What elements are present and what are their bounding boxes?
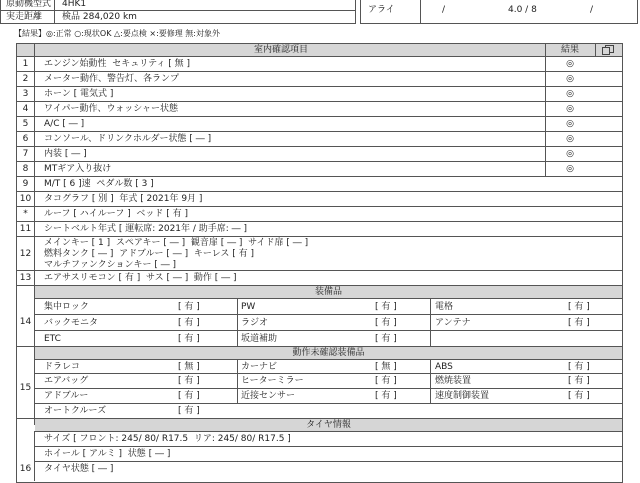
equip-radio: ラジオ: [241, 318, 269, 328]
equip-auto-cruise: オートクルーズ: [44, 406, 107, 416]
air-suspension-info: エアサスリモコン [ 有 ] サス [ ― ] 動作 [ ― ]: [44, 273, 237, 283]
result-mark: ◎: [566, 119, 574, 129]
distance-value: 検品 284,020 km: [62, 12, 137, 22]
equip-antenna: アンテナ: [435, 318, 471, 328]
equip-speed-limiter: 速度制御装置: [435, 391, 490, 401]
equip-value: [ 有 ]: [375, 318, 397, 328]
row-number: 15: [19, 383, 32, 393]
row-number: 6: [22, 134, 29, 144]
check-item-horn: ホーン [ 電気式 ]: [44, 89, 114, 99]
check-item-wiper: ワイパー動作、ウォッシャー状態: [44, 104, 179, 114]
result-mark: ◎: [566, 89, 574, 99]
equip-power-mirror: 電格: [435, 302, 454, 312]
row-number: 8: [22, 164, 29, 174]
check-item-interior: 内装 [ ― ]: [44, 149, 87, 159]
row-number: 16: [19, 464, 32, 474]
row-number: 12: [19, 249, 32, 259]
equip-value: [ 有 ]: [568, 318, 590, 328]
check-item-meter: メーター動作、警告灯、各ランプ: [44, 74, 180, 84]
tachograph-info: タコグラフ [ 別 ] 年式 [ 2021年 9月 ]: [44, 194, 203, 204]
alignment-slash: /: [590, 5, 594, 15]
alignment-slash: /: [442, 5, 446, 15]
row-number: 14: [19, 317, 32, 327]
equip-hill-assist: 坂道補助: [241, 334, 278, 344]
equip-heater-mirror: ヒーターミラー: [241, 376, 304, 386]
check-item-ac: A/C [ ― ]: [44, 119, 85, 129]
equip-car-navi: カーナビ: [241, 362, 278, 372]
equip-value: [ 有 ]: [178, 406, 200, 416]
row-number: 9: [22, 179, 29, 189]
equip-central-lock: 集中ロック: [44, 302, 89, 312]
result-mark: ◎: [566, 104, 574, 114]
result-mark: ◎: [566, 74, 574, 84]
equip-value: [ 有 ]: [568, 376, 590, 386]
unchecked-equipment-title: 動作未確認装備品: [292, 348, 365, 358]
alignment-table: [360, 0, 638, 24]
key-info-line3: マルチファンクションキー [ ― ]: [44, 260, 177, 270]
alignment-value: 4.0 / 8: [508, 5, 537, 15]
transmission-info: M/T [ 6 ]速 ペダル数 [ 3 ]: [44, 179, 154, 189]
check-item-engine-start: エンジン始動性 セキュリティ [ 無 ]: [44, 59, 190, 69]
equip-value: [ 有 ]: [178, 302, 200, 312]
row-number: 7: [22, 149, 29, 159]
equip-value: [ 有 ]: [568, 391, 590, 401]
equip-value: [ 無 ]: [178, 362, 200, 372]
key-info-line2: 燃料タンク [ ― ] アドブルー [ ― ] キーレス [ 有 ]: [44, 249, 254, 259]
model-value: 4HK1: [62, 0, 87, 9]
row-number: 13: [19, 273, 32, 283]
model-label: 原動機型式: [6, 0, 52, 9]
row-number: *: [23, 209, 28, 219]
interior-check-title: 室内確認項目: [253, 45, 308, 55]
result-legend: 【結果】◎:正常 ○:現状OK △:要点検 ×:要修理 無:対象外: [14, 29, 221, 38]
equip-value: [ 有 ]: [178, 318, 200, 328]
equip-back-monitor: バックモニタ: [44, 318, 99, 328]
equip-proximity-sensor: 近接センサー: [241, 391, 296, 401]
equip-value: [ 無 ]: [375, 362, 397, 372]
tire-size: サイズ [ フロント: 245/ 80/ R17.5 リア: 245/ 80/ R17.5 ]: [44, 434, 291, 444]
row-number: 2: [22, 74, 29, 84]
equip-value: [ 有 ]: [178, 376, 200, 386]
equip-etc: ETC: [44, 334, 61, 344]
row-number: 5: [22, 119, 29, 129]
roof-info: ルーフ [ ハイルーフ ] ベッド [ 有 ]: [44, 209, 189, 219]
equip-value: [ 有 ]: [178, 334, 200, 344]
seatbelt-info: シートベルト年式 [ 運転席: 2021年 / 助手席: ― ]: [44, 224, 248, 234]
row-number: 4: [22, 104, 29, 114]
result-mark: ◎: [566, 134, 574, 144]
result-header: 結果: [560, 45, 579, 55]
alignment-label: アライ: [368, 5, 395, 15]
equip-power-window: PW: [241, 302, 256, 312]
result-mark: ◎: [566, 59, 574, 69]
copy-icon[interactable]: [601, 44, 615, 56]
row-number: 10: [19, 194, 32, 204]
row-number: 1: [22, 59, 29, 69]
key-info-line1: メインキー [ 1 ] スペアキー [ ― ] 観音扉 [ ― ] サイド扉 [ ― ]: [44, 238, 309, 248]
result-mark: ◎: [566, 164, 574, 174]
equip-dashcam: ドラレコ: [44, 362, 81, 372]
check-item-console: コンソール、ドリンクホルダー状態 [ ― ]: [44, 134, 212, 144]
equip-combustion-device: 燃焼装置: [435, 376, 472, 386]
wheel-info: ホイール [ アルミ ] 状態 [ ― ]: [44, 449, 171, 459]
equip-airbag: エアバッグ: [44, 376, 89, 386]
equipment-title: 装備品: [314, 287, 342, 297]
distance-label: 実走距離: [6, 12, 43, 22]
equip-value: [ 有 ]: [568, 302, 590, 312]
equip-value: [ 有 ]: [568, 362, 590, 372]
row-number: 11: [19, 224, 32, 234]
check-item-mt-gear: MTギア入り抜け: [44, 164, 112, 174]
result-mark: ◎: [566, 149, 574, 159]
row-number: 3: [22, 89, 29, 99]
equip-value: [ 有 ]: [375, 302, 397, 312]
tire-info-title: タイヤ情報: [306, 420, 351, 430]
equip-value: [ 有 ]: [375, 334, 397, 344]
equip-abs: ABS: [435, 362, 453, 372]
tire-condition: タイヤ状態 [ ― ]: [44, 464, 114, 474]
equip-adblue: アドブルー: [44, 391, 89, 401]
equip-value: [ 有 ]: [375, 391, 397, 401]
equip-value: [ 有 ]: [375, 376, 397, 386]
equip-value: [ 有 ]: [178, 391, 200, 401]
